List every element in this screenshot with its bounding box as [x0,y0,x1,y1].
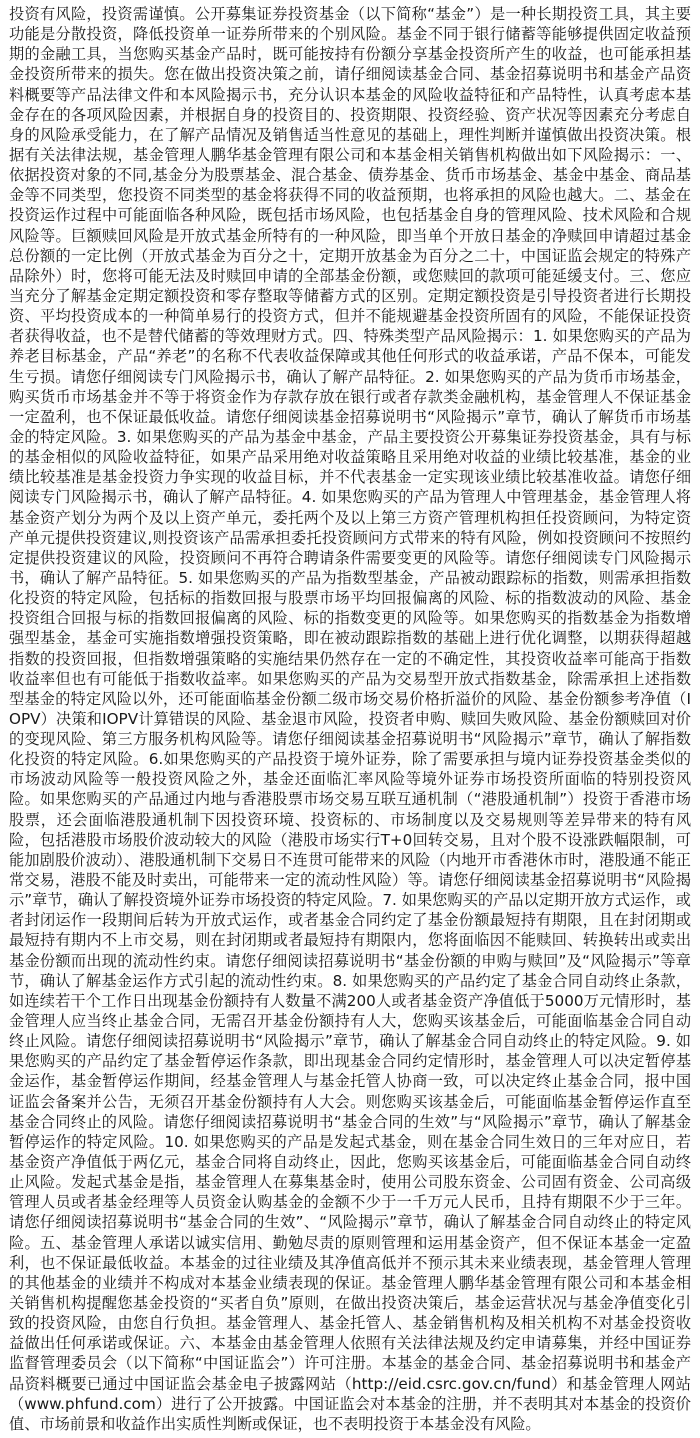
risk-disclosure-text: 投资有风险，投资需谨慎。公开募集证券投资基金（以下简称“基金”）是一种长期投资工具，其主要功能是分散投资，降低投资单一证券所带来的个别风险。基金不同于银行储蓄等能够提供固定收益预期的金融工具，当您购买基金产品时，既可能按持有份额分享基金投资所产生的收益，也可能承担基金投资所带来的损失。您在做出投资决策之前，请仔细阅读基金合同、基金招募说明书和基金产品资料概要等产品法律文件和本风险揭示书，充分认识本基金的风险收益特征和产品特性，认真考虑本基金存在的各项风险因素，并根据自身的投资目的、投资期限、投资经验、资产状况等因素充分考虑自身的风险承受能力，在了解产品情况及销售适当性意见的基础上，理性判断并谨慎做出投资决策。根据有关法律法规，基金管理人鹏华基金管理有限公司和本基金相关销售机构做出如下风险揭示：一、依据投资对象的不同,基金分为股票基金、混合基金、债券基金、货币市场基金、基金中基金、商品基金等不同类型，您投资不同类型的基金将获得不同的收益预期，也将承担的风险也越大。二、基金在投资运作过程中可能面临各种风险，既包括市场风险，也包括基金自身的管理风险、技术风险和合规风险等。巨额赎回风险是开放式基金所特有的一种风险，即当单个开放日基金的净赎回申请超过基金总份额的一定比例（开放式基金为百分之十，定期开放基金为百分之二十，中国证监会规定的特殊产品除外）时，您将可能无法及时赎回申请的全部基金份额，或您赎回的款项可能延缓支付。三、您应当充分了解基金定期定额投资和零存整取等储蓄方式的区别。定期定额投资是引导投资者进行长期投资、平均投资成本的一种简单易行的投资方式，但并不能规避基金投资所固有的风险，不能保证投资者获得收益，也不是替代储蓄的等效理财方式。四、特殊类型产品风险揭示：1. 如果您购买的产品为养老目标基金，产品“养老”的名称不代表收益保障或其他任何形式的收益承诺，产品不保本，可能发生亏损。请您仔细阅读专门风险揭示书，确认了解产品特征。2. 如果您购买的产品为货币市场基金，购买货币市场基金并不等于将资金作为存款存放在银行或者存款类金融机构，基金管理人不保证基金一定盈利，也不保证最低收益。请您仔细阅读基金招募说明书“风险揭示”章节，确认了解货币市场基金的特定风险。3. 如果您购买的产品为基金中基金，产品主要投资公开募集证券投资基金，具有与标的基金相似的风险收益特征，如果产品采用绝对收益策略且采用绝对收益的业绩比较基准，基金的业绩比较基准是基金投资力争实现的收益目标，并不代表基金一定实现该业绩比较基准收益。请您仔细阅读专门风险揭示书，确认了解产品特征。4. 如果您购买的产品为管理人中管理基金，基金管理人将基金资产划分为两个及以上资产单元，委托两个及以上第三方资产管理机构担任投资顾问，为特定资产单元提供投资建议,则投资该产品需承担委托投资顾问方式带来的特有风险，例如投资顾问不按照约定提供投资建议的风险，投资顾问不再符合聘请条件需要变更的风险等。请您仔细阅读专门风险揭示书，确认了解产品特征。5. 如果您购买的产品为指数型基金，产品被动跟踪标的指数，则需承担指数化投资的特定风险，包括标的指数回报与股票市场平均回报偏离的风险、标的指数波动的风险、基金投资组合回报与标的指数回报偏离的风险、标的指数变更的风险等。如果您购买的指数基金为指数增强型基金，基金可实施指数增强投资策略，即在被动跟踪指数的基础上进行优化调整，以期获得超越指数的投资回报，但指数增强策略的实施结果仍然存在一定的不确定性，其投资收益率可能高于指数收益率但也有可能低于指数收益率。如果您购买的产品为交易型开放式指数基金，除需承担上述指数型基金的特定风险以外，还可能面临基金份额二级市场交易价格折溢价的风险、基金份额参考净值（IOPV）决策和IOPV计算错误的风险、基金退市风险，投资者申购、赎回失败风险、基金份额赎回对价的变现风险、第三方服务机构风险等。请您仔细阅读基金招募说明书“风险揭示”章节，确认了解指数化投资的特定风险。6.如果您购买的产品投资于境外证券，除了需要承担与境内证券投资基金类似的市场波动风险等一般投资风险之外，基金还面临汇率风险等境外证券市场投资所面临的特别投资风险。如果您购买的产品通过内地与香港股票市场交易互联互通机制（“港股通机制”）投资于香港市场股票，还会面临港股通机制下因投资环境、投资标的、市场制度以及交易规则等差异带来的特有风险，包括港股市场股价波动较大的风险（港股市场实行T+0回转交易，且对个股不设涨跌幅限制，可能加剧股价波动）、港股通机制下交易日不连贯可能带来的风险（内地开市香港休市时，港股通不能正常交易，港股不能及时卖出，可能带来一定的流动性风险）等。请您仔细阅读基金招募说明书“风险揭示”章节，确认了解投资境外证券市场投资的特定风险。7. 如果您购买的产品以定期开放方式运作，或者封闭运作一段期间后转为开放式运作，或者基金合同约定了基金份额最短持有期限，且在封闭期或最短持有期内不上市交易，则在封闭期或者最短持有期限内，您将面临因不能赎回、转换转出或卖出基金份额而出现的流动性约束。请您仔细阅读招募说明书“基金份额的申购与赎回”及“风险揭示”等章节，确认了解基金运作方式引起的流动性约束。8. 如果您购买的产品约定了基金合同自动终止条款，如连续若干个工作日出现基金份额持有人数量不满200人或者基金资产净值低于5000万元情形时，基金管理人应当终止基金合同，无需召开基金份额持有人大，您购买该基金后，可能面临基金合同自动终止风险。请您仔细阅读招募说明书“风险揭示”章节，确认了解基金合同自动终止的特定风险。9. 如果您购买的产品约定了基金暂停运作条款，即出现基金合同约定情形时，基金管理人可以决定暂停基金运作，基金暂停运作期间，经基金管理人与基金托管人协商一致，可以决定终止基金合同，报中国证监会备案并公告，无须召开基金份额持有人大会。则您购买该基金后，可能面临基金暂停运作直至基金合同终止的风险。请您仔细阅读招募说明书“基金合同的生效”与“风险揭示”章节，确认了解基金暂停运作的特定风险。10. 如果您购买的产品是发起式基金，则在基金合同生效日的三年对应日，若基金资产净值低于两亿元，基金合同将自动终止，因此，您购买该基金后，可能面临基金合同自动终止风险。发起式基金是指，基金管理人在募集基金时，使用公司股东资金、公司固有资金、公司高级管理人员或者基金经理等人员资金认购基金的金额不少于一千万元人民币，且持有期限不少于三年。请您仔细阅读招募说明书“基金合同的生效”、“风险揭示”章节，确认了解基金合同自动终止的特定风险。五、基金管理人承诺以诚实信用、勤勉尽责的原则管理和运用基金资产，但不保证本基金一定盈利，也不保证最低收益。本基金的过往业绩及其净值高低并不预示其未来业绩表现，基金管理人管理的其他基金的业绩并不构成对本基金业绩表现的保证。基金管理人鹏华基金管理有限公司和本基金相关销售机构提醒您基金投资的“买者自负”原则，在做出投资决策后，基金运营状况与基金净值变化引致的投资风险，由您自行负担。基金管理人、基金托管人、基金销售机构及相关机构不对基金投资收益做出任何承诺或保证。六、本基金由基金管理人依照有关法律法规及约定申请募集，并经中国证券监督管理委员会（以下简称“中国证监会”）许可注册。本基金的基金合同、基金招募说明书和基金产品资料概要已通过中国证监会基金电子披露网站（http://eid.csrc.gov.cn/fund）和基金管理人网站（www.phfund.com）进行了公开披露。中国证监会对本基金的注册，并不表明其对本基金的投资价值、市场前景和收益作出实质性判断或保证，也不表明投资于本基金没有风险。 [9,5,691,1433]
